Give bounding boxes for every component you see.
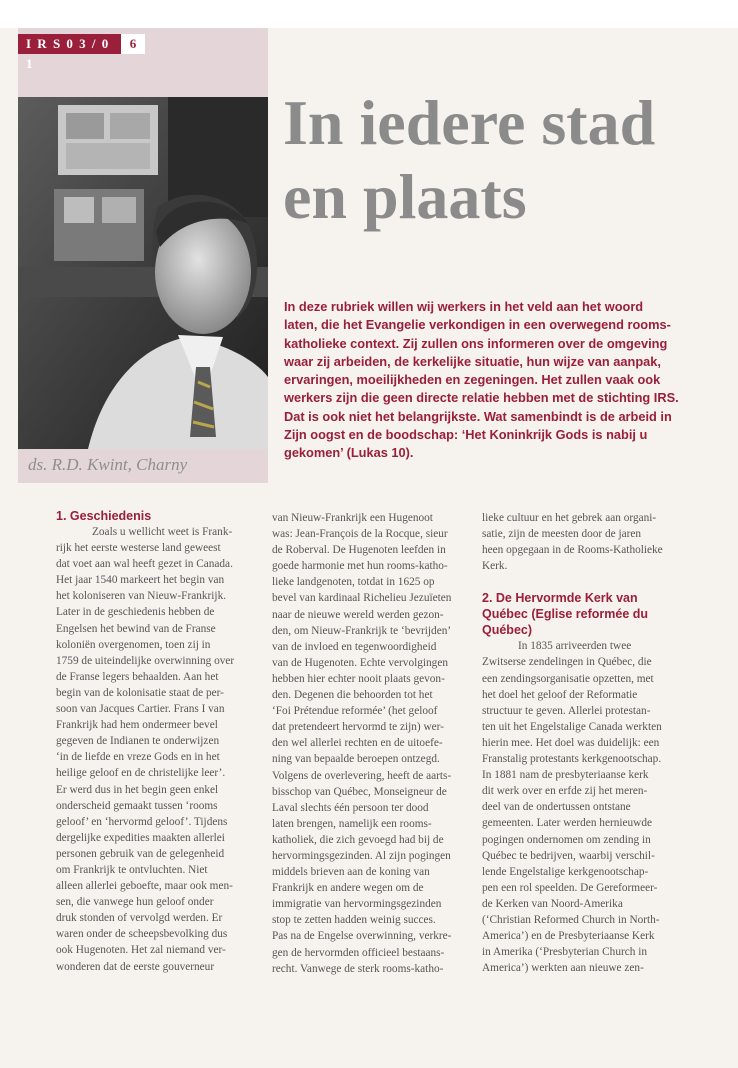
intro-line: Dat is ook niet het belangrijkste. Wat samenbindt is de arbeid in [284, 408, 672, 424]
body-line: Laval slechts één persoon ter dood [272, 801, 429, 814]
body-line: om Frankrijk te ontvluchten. Niet [56, 863, 208, 876]
intro-line: Zijn oogst en de boodschap: ‘Het Koninkrijk Gods is nabij u [284, 427, 648, 443]
body-line: structuur te geven. Allerlei protestan- [482, 704, 651, 717]
body-line: hierin mee. Het doel was duidelijk: een [482, 736, 660, 749]
body-line: alleen allerlei geboefte, maar ook men- [56, 880, 233, 893]
body-line: lende Engelstalige kerkgenootschap- [482, 865, 649, 878]
body-line: 1759 de uiteindelijke overwinning over [56, 654, 235, 667]
body-line: gen de hervormden officieel bestaans- [272, 946, 445, 959]
section-heading: Québec (Eglise reformée du [482, 607, 649, 622]
body-line: koloniën overgenomen, toen zij in [56, 638, 211, 651]
body-line: Pas na de Engelse overwinning, verkre- [272, 930, 452, 943]
body-line: den. Degenen die behoorden tot het [272, 689, 433, 702]
body-line: waren onder de scheepsbevolking dus [56, 928, 228, 941]
body-line: gemeenten. Later werden hernieuwde [482, 817, 652, 830]
body-line: pogingen ondernomen om zending in [482, 833, 651, 846]
body-line: een zendingsorganisatie opzetten, met [482, 672, 654, 685]
intro-line: katholieke context. Zij zullen ons informeren over de omgeving [284, 335, 668, 351]
body-line: den, om Nieuw-Frankrijk te ‘bevrijden’ [272, 624, 452, 637]
body-line: In 1881 nam de presbyteriaanse kerk [482, 769, 649, 782]
title-line: In iedere stad [283, 87, 656, 158]
portrait-illustration [18, 97, 268, 449]
body-line: van de invloed en tegenwoordigheid [272, 640, 437, 653]
body-line: rijk het eerste westerse land geweest [56, 542, 221, 555]
body-line: In 1835 arriveerden twee [518, 640, 632, 653]
body-line: druk stonden of vervolgd werden. Er [56, 912, 223, 925]
body-line: naar de nieuwe wereld werden gezon- [272, 608, 444, 621]
title-line: en plaats [283, 161, 527, 232]
body-line: stop te zetten hadden weinig succes. [272, 914, 436, 927]
body-line: onderscheid gemaakt tussen ‘rooms [56, 799, 218, 812]
body-line: hebben hier echter nooit plaats gevon- [272, 672, 445, 685]
body-line: ning van bepaalde beroepen ontzegd. [272, 753, 440, 766]
body-line: de Franse legers behaalden. Aan het [56, 670, 219, 683]
intro-line: In deze rubriek willen wij werkers in het veld aan het woord [284, 299, 644, 314]
body-line: gegeven de Indianen te onderwijzen [56, 735, 220, 748]
body-line: Québec te bedrijven, waarbij verschil- [482, 849, 655, 862]
body-line: van de Hugenoten. Echte vervolgingen [272, 656, 448, 669]
body-line: pen een rol speelden. De Gereformeer- [482, 881, 658, 894]
body-line: Engelsen het bewind van de Franse [56, 622, 216, 635]
section-heading: Québec) [482, 623, 533, 638]
body-line: geloof’ en ‘hervormd geloof’. Tijdens [56, 815, 228, 828]
body-line: Later in de geschiedenis hebben de [56, 606, 215, 619]
body-line: lieke landgenoten, totdat in 1625 op [272, 576, 435, 589]
column-1 [56, 508, 256, 975]
intro-line: ervaringen, moeilijkheden en zegeningen. Het zullen vaak ook [284, 372, 661, 388]
body-line: van Nieuw-Frankrijk een Hugenoot [272, 512, 433, 524]
column-3 [482, 510, 682, 976]
body-line: soon van Jacques Cartier. Frans I van [56, 703, 225, 716]
body-line: heen opgegaan in de Rooms-Katholieke [482, 544, 663, 557]
body-line: bisschop van Québec, Monseigneur de [272, 785, 447, 798]
body-line: wonderen dat de eerste gouverneur [56, 960, 215, 973]
body-line: America’) en de Presbyteriaanse Kerk [482, 930, 655, 943]
body-line: bevel van kardinaal Richelieu Jezuïeten [272, 592, 452, 605]
body-line: lieke cultuur en het gebrek aan organi- [482, 512, 657, 524]
body-line: sen, die vanwege hun geloof onder [56, 896, 214, 909]
body-line: de Kerken van Noord-Amerika [482, 897, 623, 910]
intro-line: waar zij arbeiden, de kerkelijke situatie, hun wijze van aanpak, [284, 353, 661, 369]
body-line: personen gebruik van de gelegenheid [56, 847, 225, 860]
body-line: America’) werkten aan nieuwe zen- [482, 962, 644, 975]
body-line: ook Hugenoten. Het zal niemand ver- [56, 944, 226, 957]
body-line: den wel allerlei rechten en de uitoefe- [272, 737, 443, 750]
article-title [283, 86, 723, 234]
body-line: Het jaar 1540 markeert het begin van [56, 574, 225, 587]
body-line: satie, zijn de meesten door de jaren [482, 528, 642, 541]
intro-line: gekomen’ (Lukas 10). [284, 445, 414, 461]
body-line: dat voet aan wal heeft gezet in Canada. [56, 558, 233, 571]
body-line: in Amerika (‘Presbyterian Church in [482, 946, 648, 959]
body-line: goede harmonie met hun rooms-katho- [272, 560, 448, 573]
issue-label: I R S 0 3 / 0 1 [18, 34, 121, 54]
body-line: immigratie van hervormingsgezinden [272, 898, 442, 911]
body-line: was: Jean-François de la Rocque, sieur [272, 528, 448, 541]
section-heading: 1. Geschiedenis [56, 509, 152, 523]
portrait-photo [18, 97, 268, 449]
body-line: (‘Christian Reformed Church in North- [482, 913, 660, 926]
body-line: Volgens de overlevering, heeft de aarts- [272, 769, 452, 782]
spacer [482, 574, 682, 590]
intro-paragraph [284, 298, 724, 463]
photo-caption: ds. R.D. Kwint, Charny [28, 455, 188, 474]
body-line: Kerk. [482, 560, 508, 573]
body-line: Er werd dus in het begin geen enkel [56, 783, 219, 796]
body-line: recht. Vanwege de sterk rooms-katho- [272, 962, 444, 975]
body-line: Zwitserse zendelingen in Québec, die [482, 656, 652, 669]
section-heading: 2. De Hervormde Kerk van [482, 591, 638, 606]
body-line: ‘Foi Prétendue reformée’ (het geloof [272, 705, 438, 718]
body-line: deel van de ondertussen ontstane [482, 801, 631, 814]
body-line: Frankrijk en andere wegen om de [272, 882, 424, 895]
body-line: katholiek, die zich gevoegd had bij de [272, 833, 444, 846]
body-line: heilige geloof en de christelijke leer’. [56, 767, 226, 780]
body-line: Frankrijk had hem ondermeer bevel [56, 719, 218, 732]
body-line: middels brieven aan de koning van [272, 866, 430, 879]
body-line: dergelijke expedities maakten allerlei [56, 831, 225, 844]
body-line: het doel het geloof der Reformatie [482, 688, 638, 701]
column-2 [272, 510, 472, 977]
body-line: laten brengen, namelijk een rooms- [272, 817, 432, 830]
intro-line: werkers zijn die geen directe relatie hebben met de stichting IRS. [284, 390, 679, 406]
body-line: begin van de kolonisatie staat de per- [56, 686, 224, 699]
intro-line: laten, die het Evangelie verkondigen in een overwegend rooms- [284, 317, 671, 333]
issue-header [18, 34, 145, 71]
body-line: dat pretendeert hervormd te zijn) wer- [272, 721, 444, 734]
page-number: 6 [121, 34, 145, 54]
body-line: ten uit het Engelstalige Canada werkten [482, 720, 662, 733]
body-line: Franstalig protestants kerkgenootschap. [482, 753, 662, 766]
body-line: Zoals u wellicht weet is Frank- [92, 526, 233, 538]
body-line: het koloniseren van Nieuw-Frankrijk. [56, 590, 227, 603]
body-line: dit werk over en erfde zij het meren- [482, 785, 648, 798]
body-line: de Roberval. De Hugenoten leefden in [272, 544, 446, 557]
body-line: hervormingsgezinden. Al zijn pogingen [272, 849, 451, 862]
body-line: ‘in de liefde en vreze Gods en in het [56, 751, 220, 764]
